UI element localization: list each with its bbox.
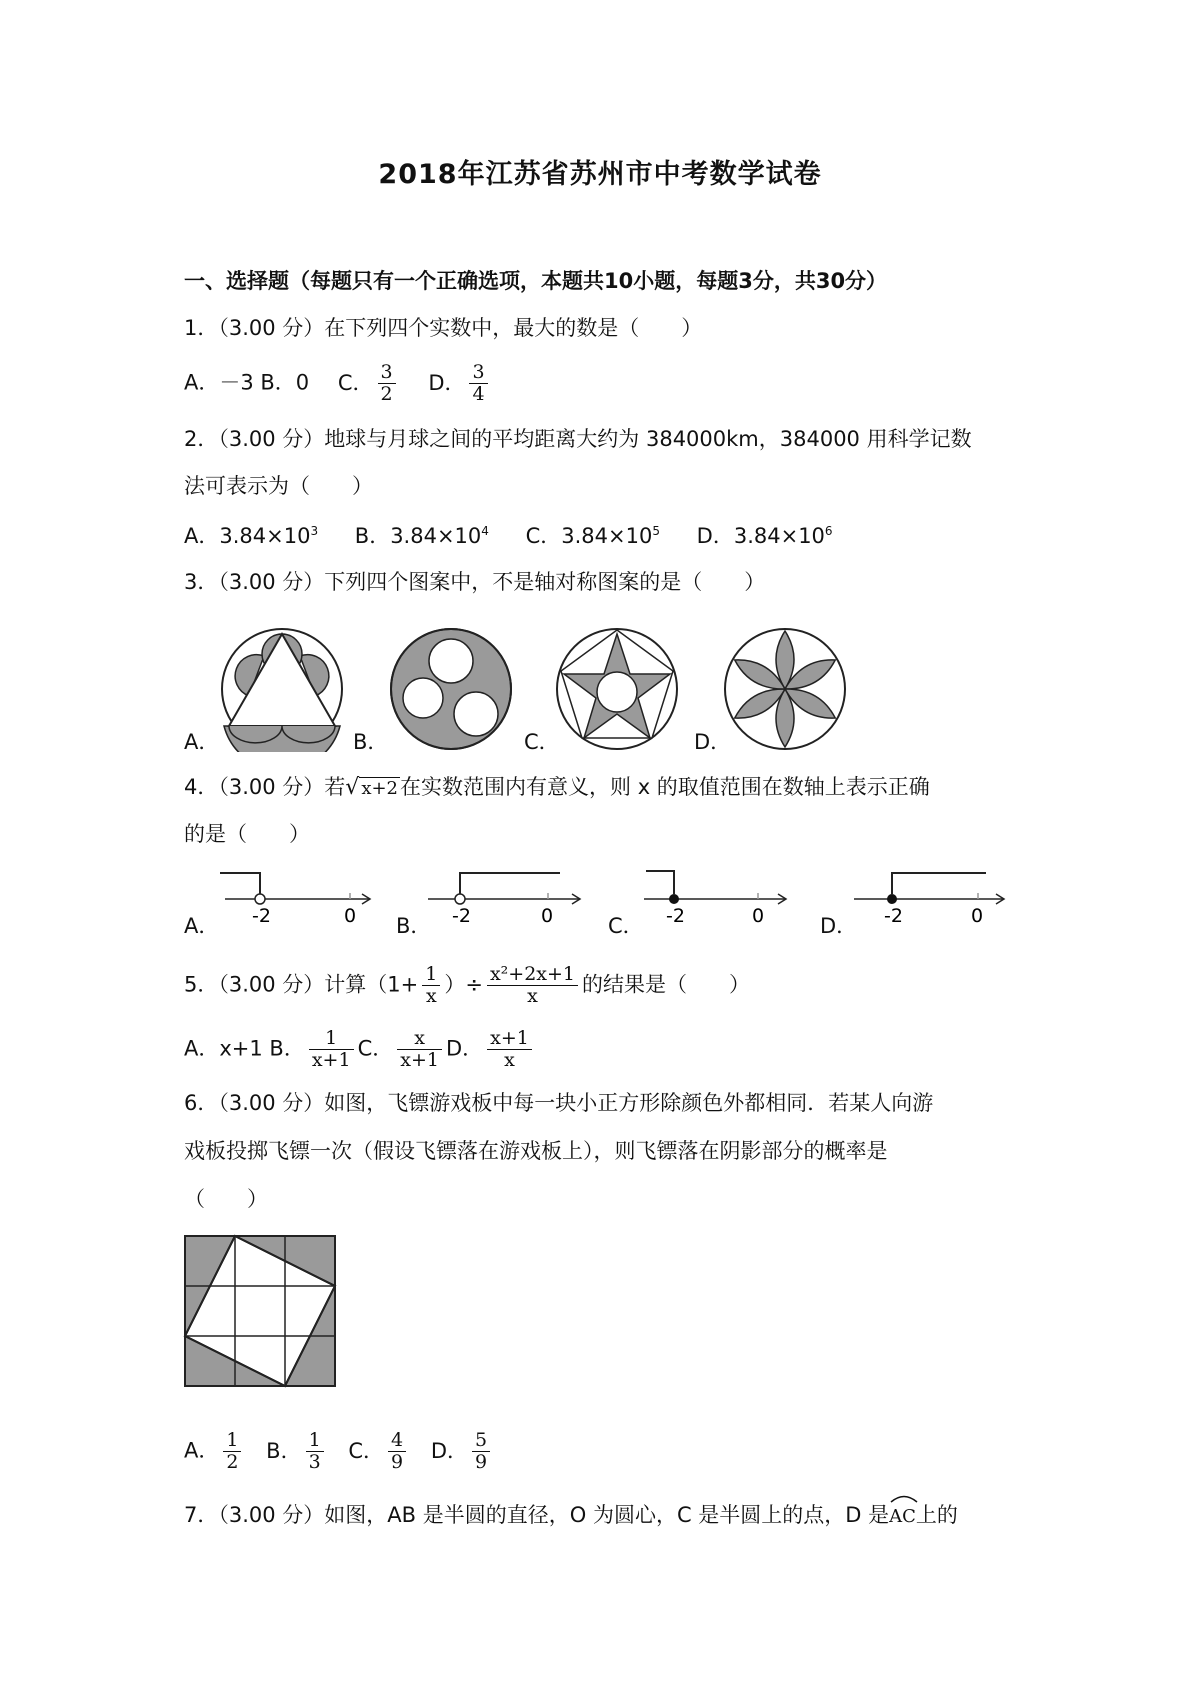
q5-fraction-1-over-x: $\frac{1}{x}$ bbox=[422, 964, 440, 1007]
q3-label-d: D． bbox=[694, 730, 732, 754]
q6-option-c-fraction: $\frac{4}{9}$ bbox=[388, 1430, 406, 1473]
q3-figure-d bbox=[722, 626, 848, 752]
q6-option-d-label: D． bbox=[430, 1438, 468, 1463]
question-1-stem: 1．（3.00 分）在下列四个实数中，最大的数是（ ） bbox=[184, 316, 703, 340]
q4-numberline-c bbox=[636, 868, 806, 928]
q6-option-b-label: B． bbox=[266, 1438, 302, 1463]
question-6-stem-line3: （ ） bbox=[184, 1187, 268, 1211]
q4-numberline-a bbox=[210, 868, 380, 928]
q6-dartboard-figure bbox=[183, 1234, 339, 1390]
q3-label-b: B． bbox=[353, 730, 389, 754]
q4-label-a: A． bbox=[184, 914, 220, 938]
page-title: 2018年江苏省苏州市中考数学试卷 bbox=[378, 159, 822, 190]
q6-option-b-fraction: $\frac{1}{3}$ bbox=[306, 1430, 324, 1473]
q1-option-ab: A．－3 B．0 bbox=[184, 370, 310, 395]
question-2-options bbox=[184, 520, 833, 550]
q5-option-ab: A．x+1 B． bbox=[184, 1036, 305, 1061]
q1-option-c-label: C． bbox=[337, 370, 374, 395]
q3-figure-c bbox=[554, 626, 680, 752]
q2-option-b: B．$3.84\times 10^4$ bbox=[354, 524, 489, 548]
question-4-stem: 4．（3.00 分）若√ x+2在实数范围内有意义，则 x 的取值范围在数轴上表示正确 bbox=[184, 773, 930, 803]
q2-option-a: A．$3.84\times 10^3$ bbox=[184, 524, 319, 548]
q4-a-tick-zero: 0 bbox=[344, 905, 357, 927]
q3-label-c: C． bbox=[524, 730, 560, 754]
question-6-stem-line2: 戏板投掷飞镖一次（假设飞镖落在游戏板上），则飞镖落在阴影部分的概率是 bbox=[184, 1139, 888, 1163]
q5-option-c-label: C． bbox=[357, 1036, 394, 1061]
q7-arc-ac: AC bbox=[889, 1499, 916, 1531]
q5-option-d-label: D． bbox=[445, 1036, 484, 1061]
q5-fraction-quadratic: $\frac{\text{x²+2x+1}}{x}$ bbox=[487, 964, 578, 1007]
q4-label-c: C． bbox=[608, 914, 644, 938]
q4-numberline-d bbox=[848, 868, 1018, 928]
q6-option-d-fraction: $\frac{5}{9}$ bbox=[472, 1430, 490, 1473]
question-7-stem: 7．（3.00 分）如图，AB 是半圆的直径，O 为圆心，C 是半圆上的点，D 是 AC上的 bbox=[184, 1499, 958, 1531]
question-6-stem-line1: 6．（3.00 分）如图，飞镖游戏板中每一块小正方形除颜色外都相同．若某人向游 bbox=[184, 1091, 934, 1115]
q3-figure-a bbox=[219, 626, 345, 752]
q1-option-d-label: D． bbox=[428, 370, 466, 395]
q4-d-tick-neg: -2 bbox=[884, 905, 903, 927]
q4-label-b: B． bbox=[396, 914, 432, 938]
question-6-options bbox=[184, 1430, 494, 1473]
q4-c-tick-neg: -2 bbox=[666, 905, 685, 927]
q5-option-c-fraction: $\frac{x}{x+1}$ bbox=[397, 1028, 442, 1071]
q4-numberline-b bbox=[420, 868, 590, 928]
q3-label-a: A． bbox=[184, 730, 220, 754]
question-5-options bbox=[184, 1028, 536, 1071]
q4-label-d: D． bbox=[820, 914, 858, 938]
q4-c-tick-zero: 0 bbox=[752, 905, 765, 927]
q4-b-tick-neg: -2 bbox=[452, 905, 471, 927]
question-2-stem-line1: 2．（3.00 分）地球与月球之间的平均距离大约为 384000km，384000 用科学记数 bbox=[184, 427, 972, 451]
q6-option-c-label: C． bbox=[348, 1438, 385, 1463]
q2-option-c: C．$3.84\times 10^5$ bbox=[525, 524, 660, 548]
q4-b-tick-zero: 0 bbox=[541, 905, 554, 927]
q5-option-d-fraction: $\frac{x+1}{x}$ bbox=[487, 1028, 532, 1071]
question-3-stem: 3．（3.00 分）下列四个图案中，不是轴对称图案的是（ ） bbox=[184, 570, 766, 594]
question-4-stem-line2: 的是（ ） bbox=[184, 822, 310, 846]
question-2-stem-line2: 法可表示为（ ） bbox=[184, 474, 373, 498]
q2-option-d: D．$3.84\times 10^6$ bbox=[696, 524, 833, 548]
q4-a-tick-neg: -2 bbox=[252, 905, 271, 927]
q5-option-b-fraction: $\frac{1}{x+1}$ bbox=[309, 1028, 354, 1071]
section-header: 一、选择题（每题只有一个正确选项，本题共10小题，每题3分，共30分） bbox=[184, 269, 888, 293]
question-1-options bbox=[184, 362, 492, 405]
q1-option-c-fraction: $\frac{3}{2}$ bbox=[378, 362, 396, 405]
q6-option-a-fraction: $\frac{1}{2}$ bbox=[223, 1430, 241, 1473]
q4-sqrt: √ x+2 bbox=[345, 775, 399, 800]
q3-figure-b bbox=[388, 626, 514, 752]
q1-option-d-fraction: $\frac{3}{4}$ bbox=[469, 362, 487, 405]
question-5-stem: 5．（3.00 分）计算（1+ $\frac{1}{x}$ ）÷ $\frac{\text{x²+2x+1}}{x}$ 的结果是（ ） bbox=[184, 963, 751, 1007]
q6-option-a-label: A． bbox=[184, 1438, 220, 1463]
q4-d-tick-zero: 0 bbox=[971, 905, 984, 927]
